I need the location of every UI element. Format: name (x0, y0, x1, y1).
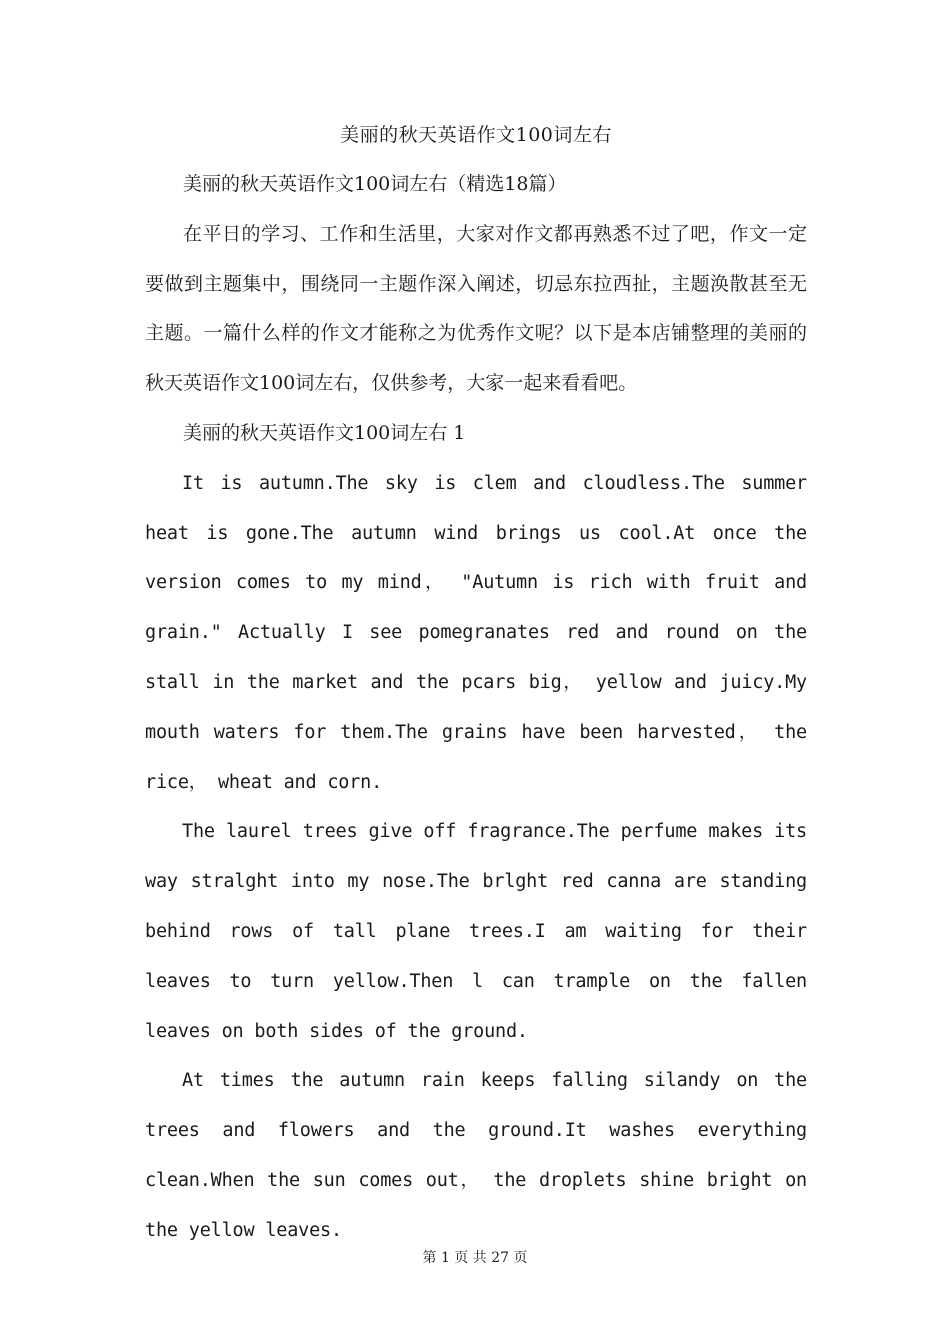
document-body (145, 110, 807, 1256)
section-heading: 美丽的秋天英语作文100词左右 1 (183, 421, 466, 444)
document-title: 美丽的秋天英语作文100词左右 (340, 124, 612, 146)
essay-paragraph-2: The laurel trees give off fragrance.The perfume makes its way stralght into my nose.The brlght red canna are standing behind rows of tall plane trees.I am waiting for their leaves to turn yellow.Then l can trample on the fallen leaves on both sides of the ground. (145, 821, 807, 1042)
page-footer: 第 1 页 共 27 页 (422, 1250, 528, 1266)
intro-paragraph: 在平日的学习、工作和生活里，大家对作文都再熟悉不过了吧，作文一定要做到主题集中，围绕同一主题作深入阐述，切忌东拉西扯，主题涣散甚至无主题。一篇什么样的作文才能称之为优秀作文呢？以下是本店铺整理的美丽的秋天英语作文100词左右，仅供参考，大家一起来看看吧。 (145, 222, 807, 395)
essay-paragraph-3: At times the autumn rain keeps falling silandy on the trees and flowers and the ground.It washes everything clean.When the sun comes out， the droplets shine bright on the yellow leaves. (145, 1070, 807, 1241)
document-subtitle: 美丽的秋天英语作文100词左右（精选18篇） (183, 173, 567, 195)
essay-paragraph-1: It is autumn.The sky is clem and cloudless.The summer heat is gone.The autumn wind brings us cool.At once the version comes to my mind， "Autumn is rich with fruit and grain." Actually I see pomegranates red and round on the stall in the market and the pcars big， yellow and juicy.My mouth waters for them.The grains have been harvested， the rice， wheat and corn. (145, 472, 807, 793)
